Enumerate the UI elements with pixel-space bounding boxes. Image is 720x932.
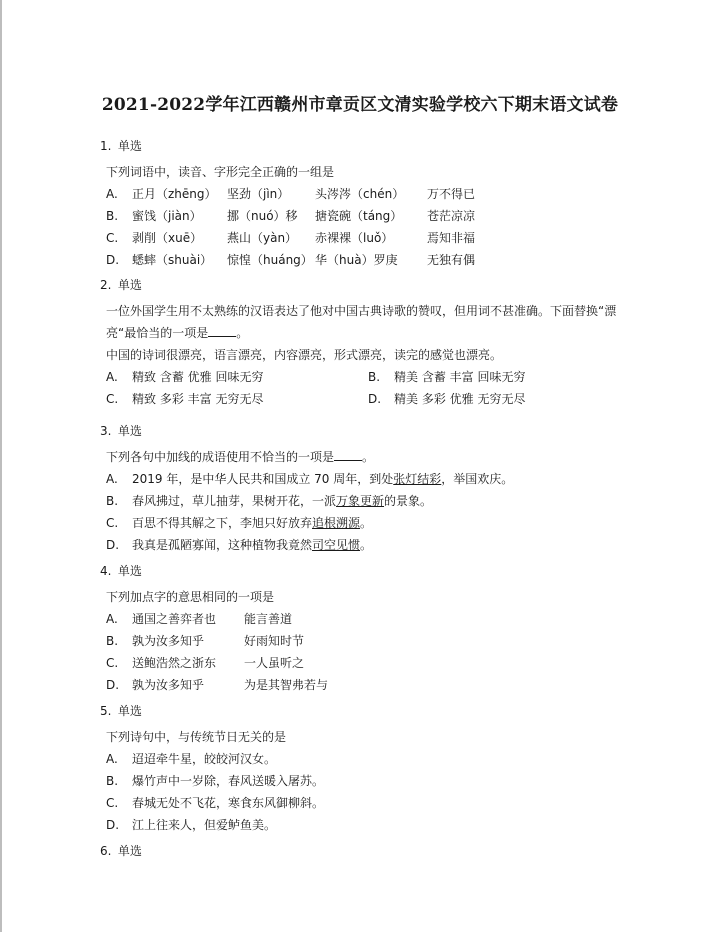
option-label: D. [106, 253, 120, 267]
option-b[interactable] [368, 366, 525, 388]
stem-text: 下列各句中加线的成语使用不恰当的一项是 [106, 450, 335, 464]
page-title: 2021-2022学年江西赣州市章贡区文清实验学校六下期末语文试卷 [101, 95, 619, 115]
option-part: 挪（nuó）移 [227, 209, 298, 223]
question-type: 单选 [117, 278, 142, 292]
option-label: C. [106, 796, 119, 810]
option-d[interactable] [106, 534, 696, 556]
option-d[interactable] [106, 249, 696, 271]
question-number: 4. [100, 564, 112, 578]
question-type: 单选 [117, 424, 142, 438]
question-type: 单选 [117, 844, 142, 858]
option-a[interactable] [106, 608, 696, 630]
option-part: 坚劲（jìn） [227, 187, 290, 201]
option-part: 头涔涔（chén） [315, 187, 405, 201]
option-text: 的景象。 [384, 494, 433, 508]
option-c[interactable] [106, 512, 696, 534]
underlined-idiom: 万象更新 [336, 494, 385, 508]
option-part: 蟋蟀（shuài） [132, 253, 213, 267]
option-label: C. [106, 516, 119, 530]
question-header [100, 562, 142, 579]
option-text: 精致 含蓄 优雅 回味无穷 [132, 370, 264, 384]
option-b[interactable] [106, 490, 696, 512]
question-stem: 下列加点字的意思相同的一项是 [106, 590, 275, 604]
underlined-idiom: 司空见惯 [312, 538, 361, 552]
answer-blank[interactable] [334, 446, 362, 461]
option-part: 剥削（xuē） [132, 231, 203, 245]
stem-text: 亮“最恰当的一项是 [106, 326, 209, 340]
option-label: B. [106, 774, 119, 788]
option-text: 春城无处不飞花，寒食东风御柳斜。 [132, 796, 325, 810]
question-number: 1. [100, 139, 112, 153]
answer-blank[interactable] [208, 322, 236, 337]
option-label: D. [106, 538, 120, 552]
question-header [100, 702, 142, 719]
question-header [100, 137, 142, 154]
option-part: 孰为汝多知乎 [132, 678, 205, 692]
option-c[interactable] [106, 227, 696, 249]
option-part: 送鲍浩然之浙东 [132, 656, 217, 670]
option-text: ，举国欢庆。 [441, 472, 514, 486]
option-a[interactable] [106, 468, 696, 490]
option-part: 通国之善弈者也 [132, 612, 217, 626]
stem-text: 。 [236, 326, 249, 340]
stem-text: 。 [362, 450, 375, 464]
option-label: D. [106, 678, 120, 692]
option-d[interactable] [106, 674, 696, 696]
option-c[interactable] [106, 652, 696, 674]
option-a[interactable] [106, 183, 696, 205]
option-text: 。 [360, 516, 373, 530]
question-stem-line-1: 一位外国学生用不太熟练的汉语表达了他对中国古典诗歌的赞叹，但用词不甚准确。下面替换“漂 [106, 304, 617, 318]
option-text: 。 [360, 538, 373, 552]
question-number: 2. [100, 278, 112, 292]
option-b[interactable] [106, 630, 696, 652]
option-text: 精美 含蓄 丰富 回味无穷 [394, 370, 526, 384]
option-part: 惊惶（huáng） [227, 253, 313, 267]
option-label: A. [106, 752, 118, 766]
question-body [106, 726, 696, 836]
option-text: 迢迢牵牛星，皎皎河汉女。 [132, 752, 277, 766]
question-header [100, 422, 142, 439]
underlined-idiom: 张灯结彩 [393, 472, 442, 486]
option-text: 江上往来人，但爱鲈鱼美。 [132, 818, 277, 832]
option-label: A. [106, 472, 118, 486]
option-part: 苍茫凉凉 [427, 209, 476, 223]
option-label: A. [106, 370, 118, 384]
option-part: 搪瓷碗（táng） [315, 209, 403, 223]
option-label: B. [106, 634, 119, 648]
option-row [106, 388, 696, 410]
option-label: B. [368, 370, 381, 384]
option-text: 精美 多彩 优雅 无穷无尽 [394, 392, 526, 406]
question-number: 5. [100, 704, 112, 718]
question-stem: 下列诗句中，与传统节日无关的是 [106, 730, 287, 744]
option-part: 能言善道 [244, 612, 293, 626]
question-type: 单选 [117, 564, 142, 578]
option-part: 华（huà）罗庚 [315, 253, 398, 267]
question-header [100, 842, 142, 859]
option-part: 蜜饯（jiàn） [132, 209, 202, 223]
option-label: C. [106, 231, 119, 245]
option-d[interactable] [368, 388, 525, 410]
question-type: 单选 [117, 704, 142, 718]
option-row [106, 366, 696, 388]
option-b[interactable] [106, 770, 696, 792]
option-a[interactable] [106, 366, 263, 388]
option-part: 燕山（yàn） [227, 231, 298, 245]
question-body [106, 586, 696, 696]
option-c[interactable] [106, 792, 696, 814]
page-left-border [0, 0, 2, 932]
option-part: 好雨知时节 [244, 634, 305, 648]
option-a[interactable] [106, 748, 696, 770]
question-body [106, 446, 696, 556]
option-text: 2019 年，是中华人民共和国成立 70 周年，到处 [132, 472, 394, 486]
question-body [106, 161, 696, 271]
question-number: 3. [100, 424, 112, 438]
option-part: 一人虽听之 [244, 656, 305, 670]
option-label: D. [106, 818, 120, 832]
option-text: 精致 多彩 丰富 无穷无尽 [132, 392, 264, 406]
option-b[interactable] [106, 205, 696, 227]
option-c[interactable] [106, 388, 263, 410]
question-number: 6. [100, 844, 112, 858]
question-stem-line-2 [106, 322, 696, 344]
option-text: 爆竹声中一岁除，春风送暖入屠苏。 [132, 774, 325, 788]
option-part: 孰为汝多知乎 [132, 634, 205, 648]
option-label: C. [106, 392, 119, 406]
question-stem: 下列词语中，读音、字形完全正确的一组是 [106, 165, 335, 179]
option-part: 无独有偶 [427, 253, 476, 267]
option-label: A. [106, 187, 118, 201]
option-label: A. [106, 612, 118, 626]
option-label: C. [106, 656, 119, 670]
option-label: B. [106, 209, 119, 223]
option-d[interactable] [106, 814, 696, 836]
question-header [100, 276, 142, 293]
option-text: 春风拂过，草儿抽芽，果树开花，一派 [132, 494, 337, 508]
question-body [106, 300, 696, 410]
question-context: 中国的诗词很漂亮，语言漂亮，内容漂亮，形式漂亮，读完的感觉也漂亮。 [106, 348, 503, 362]
question-stem [106, 446, 696, 468]
underlined-idiom: 追根溯源 [312, 516, 361, 530]
option-label: D. [368, 392, 382, 406]
option-text: 百思不得其解之下，李旭只好放弃 [132, 516, 313, 530]
option-part: 焉知非福 [427, 231, 476, 245]
option-label: B. [106, 494, 119, 508]
question-type: 单选 [117, 139, 142, 153]
option-text: 我真是孤陋寡闻，这种植物我竟然 [132, 538, 313, 552]
option-part: 赤裸裸（luǒ） [315, 231, 394, 245]
option-part: 万不得已 [427, 187, 476, 201]
option-part: 正月（zhēng） [132, 187, 217, 201]
option-part: 为是其智弗若与 [244, 678, 329, 692]
